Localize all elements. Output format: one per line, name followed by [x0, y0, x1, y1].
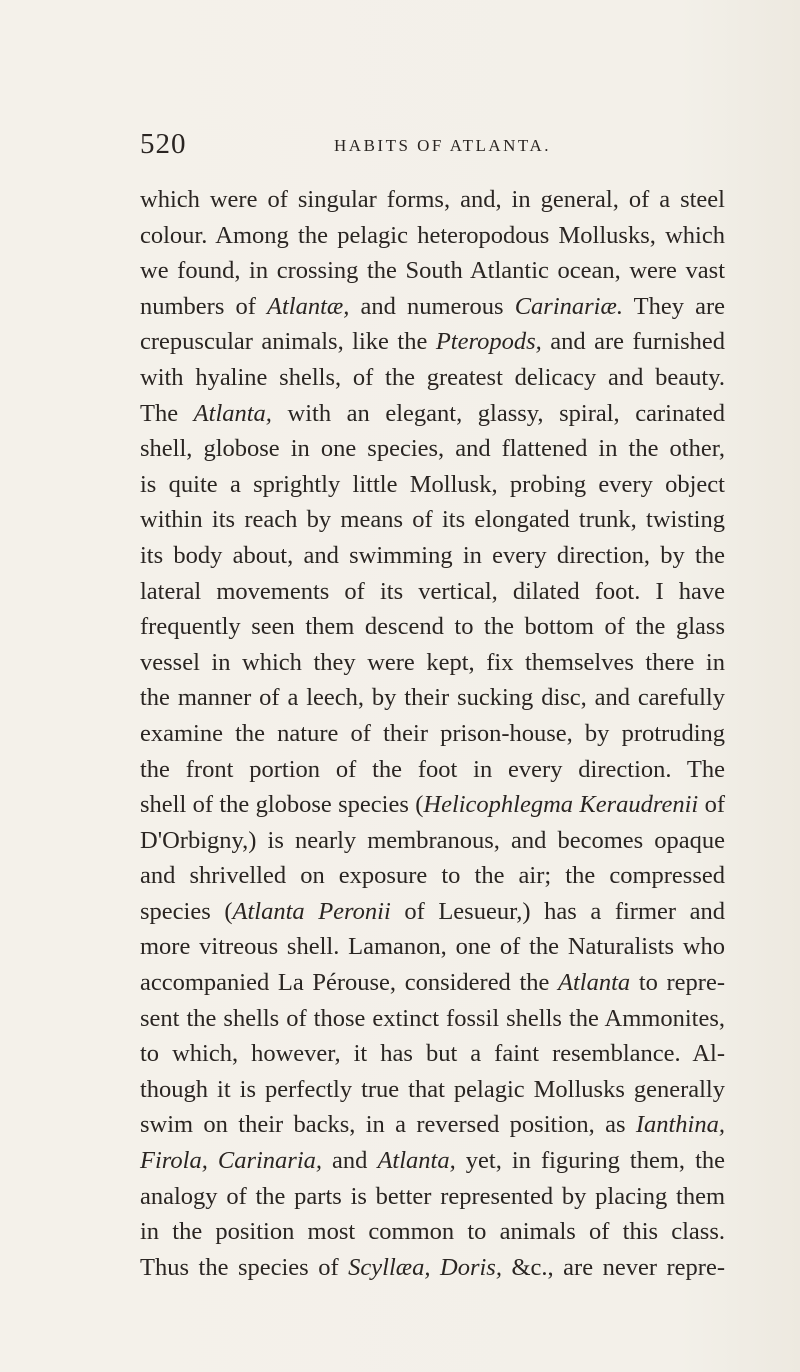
italic-text: Ianthina, [635, 1111, 725, 1139]
text-segment: with hyaline shells, of the greatest delicacy and beauty. [140, 363, 725, 391]
text-segment: colour. Among the pelagic heteropodous Mollusks, which [140, 221, 725, 249]
italic-text: Atlanta, [193, 399, 272, 427]
text-line [140, 680, 725, 716]
text-line [140, 1072, 725, 1108]
text-line [140, 894, 725, 930]
text-segment: with an elegant, glassy, spiral, carinated [271, 399, 726, 427]
italic-text: Pteropods, [435, 328, 542, 356]
text-segment: D'Orbigny,) is nearly membranous, and becomes opaque [140, 826, 725, 854]
text-segment: though it is perfectly true that pelagic Mollusks generally [140, 1075, 725, 1103]
text-segment: &c., are never repre- [501, 1253, 725, 1281]
text-line [140, 1107, 725, 1143]
text-segment: vessel in which they were kept, fix themselves there in [140, 648, 725, 676]
text-segment: its body about, and swimming in every direction, by the [140, 541, 725, 569]
italic-text: Carinariæ. [514, 292, 623, 320]
text-line [140, 467, 725, 503]
running-head: HABITS OF ATLANTA. [334, 136, 551, 155]
text-line [140, 645, 725, 681]
text-line [140, 1143, 725, 1179]
text-segment: and shrivelled on exposure to the air; the compressed [140, 862, 725, 890]
text-segment: is quite a sprightly little Mollusk, probing every object [140, 470, 725, 498]
italic-text: Atlanta Peronii [232, 897, 391, 925]
text-segment: and are furnished [541, 328, 725, 356]
text-segment: in the position most common to animals of this class. [140, 1218, 725, 1246]
italic-text: Scyllæa, Doris, [348, 1253, 502, 1281]
text-line [140, 1214, 725, 1250]
text-line [140, 502, 725, 538]
text-segment: we found, in crossing the South Atlantic ocean, were vast [140, 257, 725, 285]
text-line [140, 253, 725, 289]
text-line [140, 218, 725, 254]
italic-text: Helicophlegma Keraudrenii [423, 791, 699, 819]
text-line [140, 1250, 725, 1286]
text-segment: They are [622, 292, 725, 320]
text-line [140, 1001, 725, 1037]
text-segment: within its reach by means of its elongated trunk, twisting [140, 506, 725, 534]
italic-text: Atlantæ, [267, 292, 350, 320]
text-line [140, 1036, 725, 1072]
text-line [140, 396, 725, 432]
italic-text: Atlanta, [377, 1147, 456, 1175]
text-segment: lateral movements of its vertical, dilated foot. I have [140, 577, 725, 605]
text-line [140, 858, 725, 894]
text-segment: sent the shells of those extinct fossil shells the Ammonites, [140, 1004, 725, 1032]
italic-text: Atlanta [558, 969, 631, 997]
text-segment: to repre- [630, 969, 725, 997]
text-segment: frequently seen them descend to the bottom of the glass [140, 613, 725, 641]
text-line [140, 431, 725, 467]
text-segment: of [698, 791, 725, 819]
text-segment: numbers of [140, 292, 268, 320]
text-line [140, 609, 725, 645]
text-line [140, 324, 725, 360]
body-text [140, 182, 725, 1285]
text-segment: examine the nature of their prison-house, by protruding [140, 719, 725, 747]
text-segment: yet, in figuring them, the [455, 1147, 725, 1175]
text-line [140, 823, 725, 859]
text-segment: analogy of the parts is better represented by placing them [140, 1182, 725, 1210]
page-number: 520 [140, 128, 187, 160]
text-line [140, 360, 725, 396]
text-segment: which were of singular forms, and, in general, of a steel [140, 186, 725, 213]
page-header [140, 128, 725, 168]
text-segment: accompanied La Pérouse, considered the [140, 969, 559, 997]
text-line [140, 1179, 725, 1215]
text-segment: and numerous [349, 292, 515, 320]
italic-text: Firola, Carinaria, [140, 1147, 323, 1175]
text-line [140, 787, 725, 823]
text-line [140, 716, 725, 752]
text-line [140, 538, 725, 574]
text-segment: crepuscular animals, like the [140, 328, 436, 356]
text-line [140, 182, 725, 218]
text-segment: species ( [140, 897, 233, 925]
text-segment: and [322, 1147, 378, 1175]
text-segment: The [140, 399, 194, 427]
text-segment: the front portion of the foot in every direction. The [140, 755, 725, 783]
text-line [140, 965, 725, 1001]
text-segment: shell, globose in one species, and flattened in the other, [140, 435, 725, 463]
text-segment: to which, however, it has but a faint resemblance. Al- [140, 1040, 725, 1068]
text-segment: the manner of a leech, by their sucking disc, and carefully [140, 684, 725, 712]
text-segment: swim on their backs, in a reversed position, as [140, 1111, 636, 1139]
text-line [140, 289, 725, 325]
text-line [140, 752, 725, 788]
text-segment: Thus the species of [140, 1253, 349, 1281]
text-line [140, 929, 725, 965]
text-segment: shell of the globose species ( [140, 791, 424, 819]
text-segment: of Lesueur,) has a firmer and [390, 897, 725, 925]
text-line [140, 574, 725, 610]
text-segment: more vitreous shell. Lamanon, one of the Naturalists who [140, 933, 725, 961]
